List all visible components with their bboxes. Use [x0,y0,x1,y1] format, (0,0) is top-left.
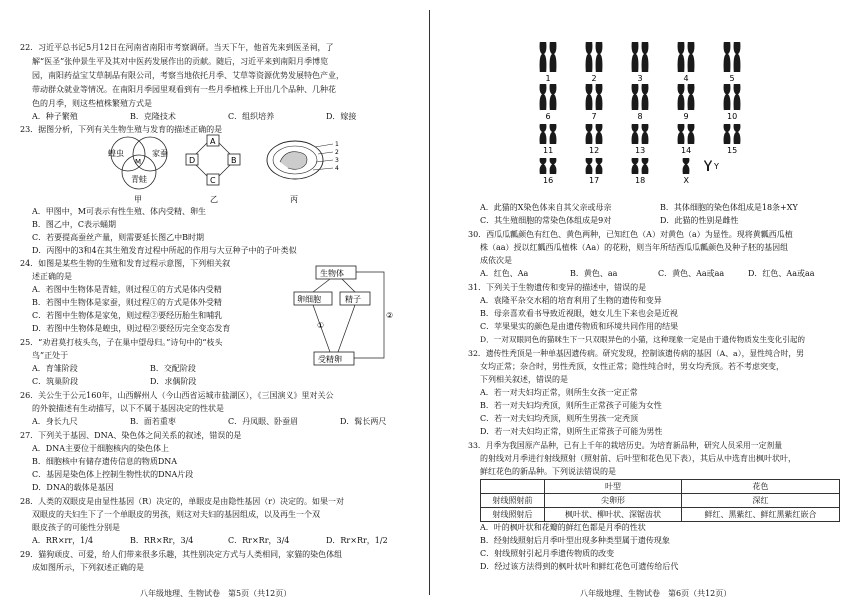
fig-label-bing: 丙 [290,195,298,204]
venn-label-a: 蝗虫 [108,149,124,158]
chromosome-label: 17 [589,176,600,185]
q23-option-a: A．甲图中，M可表示有性生殖、体内受精、卵生 [32,207,206,216]
chromosome-pair [586,84,603,121]
chromosome [632,124,639,144]
q27-option-a: A．DNA主要位于细胞核内的染色体上 [32,444,169,453]
q25-line-1: 25．“劝君莫打枝头鸟，子在巢中望母归。”诗句中的“枝头 [20,338,223,347]
q30-option-b: B．黄色、aa [570,269,618,278]
q27-option-b: B．细胞核中有储存遗传信息的物质DNA [32,457,178,466]
q30-option-c: C．黄色、Aa或aa [658,269,725,278]
q23-option-d: D．丙图中的3和4在其生殖发育过程中所起的作用与大豆种子中的子叶类似 [32,246,297,255]
table-cell [481,480,545,494]
chromosome [678,124,685,144]
chromosome-label: 7 [591,112,597,121]
q28-line-2: 双眼皮的夫妇生下了一个单眼皮的男孩，则这对夫妇的基因组成，以及再生一个双 [32,510,320,519]
q33-line-1: 33．月季为我国原产品种，已有上千年的栽培历史。为培育新品种，研究人员采用一定剂量 [468,441,782,450]
q28-line-1: 28．人类的双眼皮是由显性基因（R）决定的，单眼皮是由隐性基因（r）决定的。如果一对 [20,497,345,506]
right-page [430,0,860,607]
q28-option-a: A．RR×rr，1/4 [32,536,94,545]
q31-option-d: D．一对双眼同色的猫咪生下一只双眼异色的小猫，这种现象一定是由于遗传物质发生变化引起的 [480,335,806,344]
seed-num-3: 3 [335,157,339,164]
chromosome-pair [678,42,695,83]
fig-label-yi: 乙 [210,195,218,204]
chromosome-label: 10 [727,112,738,121]
chromosome [596,42,603,72]
q24-sperm: 精子 [345,295,361,304]
chromosome-pair [540,84,557,121]
q32-line-3: 下列相关叙述，错误的是 [480,375,568,384]
q22-line-4: 带动群众就业等情况。在南阳月季园里观看到有一些月季植株上开出几个品种、几种花 [32,85,336,94]
q31-option-b: B．母亲喜欢看书导致近视眼，她女儿生下来也会是近视 [480,309,678,318]
chromosome [586,42,593,72]
chromosome [724,84,731,110]
q22-line-3: 园，南阳药益宝艾草制品有限公司，考察当地依托月季、艾草等资源优势发展特色产业， [32,71,344,80]
chromosome-pair [683,158,719,185]
q25-option-c: C．筑巢阶段 [32,377,79,386]
chromosome [642,42,649,72]
q29-line-1: 29．猫狗顽皮、可爱，给人们带来很多乐趣，其性别决定方式与人类相同，家猫的染色体组 [20,550,343,559]
q26-option-b: B．面若重枣 [130,417,176,426]
chromosome [550,42,557,72]
q27-option-c: C．基因是染色体上控制生物性状的DNA片段 [32,470,194,479]
table-row [481,508,840,522]
q26-option-c: C．丹凤眼、卧蚕眉 [228,417,299,426]
chromosome-label: 14 [681,146,692,155]
chromosome [632,84,639,110]
q30-line-1: 30．西瓜瓜瓤颜色有红色、黄色两种，已知红色（A）对黄色（a）为显性。现将黄瓤西瓜植 [468,230,793,239]
chromosome-label: 16 [543,176,554,185]
chromosome [540,124,547,144]
q25-option-b: B．交配阶段 [150,364,196,373]
chromosome [724,42,731,72]
q24-option-c: C．若图中生物体是家兔，则过程②要经历胎生和哺乳 [32,311,223,320]
q24-line-1: 24．如图是某些生物的生殖和发育过程示意图，下列相关叙 [20,259,231,268]
chromosome-label: 8 [637,112,643,121]
seed-diagram [267,141,339,204]
chromosome [550,158,557,174]
q22-option-d: D．嫁接 [326,112,357,121]
cycle-label-d: D [189,156,196,165]
chromosome-pair [540,124,557,155]
q26-option-a: A．身长九尺 [32,417,78,426]
q25-option-d: D．求偶阶段 [150,377,197,386]
chromosome-label: X [683,176,689,185]
q33-option-a: A．叶的枫叶状和花瓣的鲜红色都是月季的性状 [480,523,646,532]
table-cell: 射线照射后 [481,508,545,522]
q24-organism: 生物体 [320,269,344,278]
chromosome-pair [678,84,695,121]
q24-step-1: ① [317,321,325,330]
q29-option-c: C．其生殖细胞的常染色体组成是9对 [480,216,612,225]
q29-option-a: A．此猫的X染色体来自其父亲或母亲 [480,203,612,212]
chromosome [550,124,557,144]
chromosome [678,84,685,110]
chromosome [586,84,593,110]
chromosome-label: 2 [591,74,597,83]
karyotype-figure [530,38,770,198]
table-row [481,494,840,508]
venn-label-m: M [135,158,142,166]
chromosome-label: 1 [545,74,551,83]
table-header-row [481,480,840,494]
q25-line-2: 鸟”正处于 [32,351,69,360]
q26-line-1: 26．关公生于公元160年，山西解州人（今山西省运城市盐湖区），《三国演义》里对关公 [20,391,334,400]
q22-option-b: B．克隆技术 [130,112,176,121]
q23-option-b: B．图乙中，C表示蛹期 [32,220,116,229]
q33-line-3: 鲜红花色的新品种。下列说法错误的是 [480,467,616,476]
chromosome [642,84,649,110]
q26-line-2: 的外貌描述有生动描写，以下不属于基因决定的性状是 [32,404,224,413]
q30-line-3: 成依次是 [480,256,512,265]
chromosome-pair [724,84,741,121]
table-cell: 尖卵形 [544,494,681,508]
table-cell: 深红 [682,494,840,508]
chromosome-pair [586,158,603,185]
chromosome-label: 18 [635,176,646,185]
table-cell: 枫叶状、柳叶状、深锯齿状 [544,508,681,522]
q22-line-2: 解“医圣”张仲景生平及其对中医药发展作出的贡献。随后，习近平来到南阳月季博览 [32,57,329,66]
q27-option-d: D．DNA的载体是基因 [32,483,114,492]
chromosome-label: 15 [727,146,738,155]
q30-line-2: 株（aa）授以红瓤西瓜植株（Aa）的花粉，则当年所结西瓜瓜瓤颜色及种子胚的基因组 [480,243,789,252]
q32-option-b: B．若一对夫妇均秃顶，则所生正常孩子可能为女性 [480,401,662,410]
chromosome-label: 13 [635,146,646,155]
chromosome-pair [540,158,557,185]
chromosome-pair [632,158,649,185]
q33-option-c: C．射线照射引起月季遗传物质的改变 [480,549,615,558]
chromosome-pair [586,42,603,83]
q24-option-d: D．若图中生物体是蝗虫，则过程②要经历完全变态发育 [32,324,231,333]
chromosome-pair [724,124,741,155]
chromosome [596,84,603,110]
chromosome [704,160,712,171]
q24-diagram [290,262,400,382]
cycle-diagram [186,135,240,204]
q24-egg: 卵细胞 [297,295,321,304]
venn-label-b: 家蚕 [152,149,168,158]
chromosome [688,42,695,72]
q33-option-b: B．经射线照射后月季叶型出现多种类型属于遗传现象 [480,536,670,545]
q23-stem: 23．据图分析，下列有关生物生殖与发育的描述正确的是 [20,125,223,134]
chromosome [688,84,695,110]
chromosome [540,42,547,72]
chromosome [688,124,695,144]
chromosome-label: 3 [637,74,643,83]
q29-option-b: B．其体细胞的染色体组成是18条+XY [660,203,798,212]
fig-label-jia: 甲 [134,195,142,204]
q24-line-2: 述正确的是 [32,272,72,281]
q32-line-1: 32．遗传性秃顶是一种单基因遗传病。研究发现，控制该遗传病的基因（A、a），显性纯合时，男 [468,349,804,358]
chromosome-label: 11 [543,146,554,155]
left-footer: 八年级地理、生物试卷 第5页（共12页） [140,589,292,598]
q24-zygote: 受精卵 [318,355,342,364]
table-cell: 花色 [682,480,840,494]
q28-option-b: B．RR×Rr，3/4 [130,536,194,545]
right-footer: 八年级地理、生物试卷 第6页（共12页） [580,589,732,598]
chromosome-pair [632,42,649,83]
q23-option-c: C．若要提高蚕丝产量，则需要延长图乙中B时期 [32,233,204,242]
chromosome [632,158,639,174]
q28-option-d: D．Rr×Rr，1/2 [326,536,388,545]
chromosome [550,84,557,110]
chromosome [596,158,603,174]
q22-option-a: A．种子繁殖 [32,112,78,121]
chromosome-pair [678,124,695,155]
chromosome-label: 4 [683,74,689,83]
chromosome-pair [724,42,741,83]
q30-option-d: D．红色、Aa或aa [748,269,815,278]
seed-num-4: 4 [335,165,339,172]
q22-option-c: C．组织培养 [228,112,275,121]
q29-line-2: 成如图所示，下列叙述正确的是 [32,563,144,572]
cycle-label-c: C [210,176,216,185]
chromosome [642,124,649,144]
q33-line-2: 的射线对月季进行射线照射（照射前、后叶型和花色见下表），其后从中选育出枫叶状叶， [480,454,796,463]
q33-table [480,479,840,522]
q28-line-3: 眼皮孩子的可能性分别是 [32,523,120,532]
q24-option-a: A．若图中生物体是青蛙，则过程①的方式是体内受精 [32,285,222,294]
chromosome-label: Y [714,162,719,171]
chromosome [683,158,690,174]
venn-label-c: 青蛙 [131,175,147,184]
table-cell: 射线照射前 [481,494,545,508]
cycle-label-a: A [210,137,216,146]
q33-option-d: D．经过该方法得到的枫叶状叶和鲜红花色可遗传给后代 [480,562,679,571]
chromosome [540,84,547,110]
chromosome [632,42,639,72]
venn-diagram [108,137,168,204]
chromosome [724,124,731,144]
table-cell: 鲜红、黑紫红、鲜红黑紫红嵌合 [682,508,840,522]
seed-num-2: 2 [335,149,339,156]
chromosome [734,84,741,110]
chromosome-pair [632,84,649,121]
chromosome-pair [540,42,557,83]
q32-option-a: A．若一对夫妇均正常，则所生女孩一定正常 [480,388,638,397]
chromosome [734,42,741,72]
q26-option-d: D．髯长两尺 [340,417,387,426]
seed-num-1: 1 [335,141,339,148]
q31-stem: 31．下列关于生物遗传和变异的描述中，错误的是 [468,283,647,292]
q23-figures [90,132,390,206]
q25-option-a: A．育雏阶段 [32,364,78,373]
q31-option-c: C．苹果果实的颜色是由遗传物质和环境共同作用的结果 [480,322,679,331]
q24-option-b: B．若图中生物体是家蚕，则过程①的方式是体外受精 [32,298,222,307]
q30-option-a: A．红色、Aa [480,269,529,278]
q28-option-c: C．Rr×Rr，3/4 [228,536,290,545]
chromosome [642,158,649,174]
chromosome-label: 9 [683,112,689,121]
q22-line-5: 色的月季，则这些植株繁殖方式是 [32,99,152,108]
chromosome [596,124,603,144]
chromosome-label: 6 [545,112,551,121]
chromosome-label: 12 [589,146,600,155]
q32-option-d: D．若一对夫妇均正常，则所生正常孩子可能为男性 [480,427,663,436]
chromosome [586,124,593,144]
q24-step-2: ② [386,311,394,320]
chromosome [586,158,593,174]
cycle-label-b: B [231,156,237,165]
chromosome [678,42,685,72]
q22-line-1: 22．习近平总书记5月12日在河南省南阳市考察调研。当天下午，他首先来到医圣祠，了 [20,43,334,52]
q29-option-d: D．此猫的性别是雌性 [660,216,739,225]
chromosome-pair [586,124,603,155]
q32-line-2: 女均正常；杂合时，男性秃顶，女性正常；隐性纯合时，男女均秃顶。若不考虑突变， [480,362,784,371]
q27-stem: 27．下列关于基因、DNA、染色体之间关系的叙述，错误的是 [20,431,242,440]
chromosome-pair [632,124,649,155]
table-cell: 叶型 [544,480,681,494]
chromosome [734,124,741,144]
chromosome-label: 5 [729,74,735,83]
q31-option-a: A．袁隆平杂交水稻的培育利用了生物的遗传和变异 [480,296,662,305]
q32-option-c: C．若一对夫妇均秃顶，则所生男孩一定秃顶 [480,414,639,423]
chromosome [540,158,547,174]
